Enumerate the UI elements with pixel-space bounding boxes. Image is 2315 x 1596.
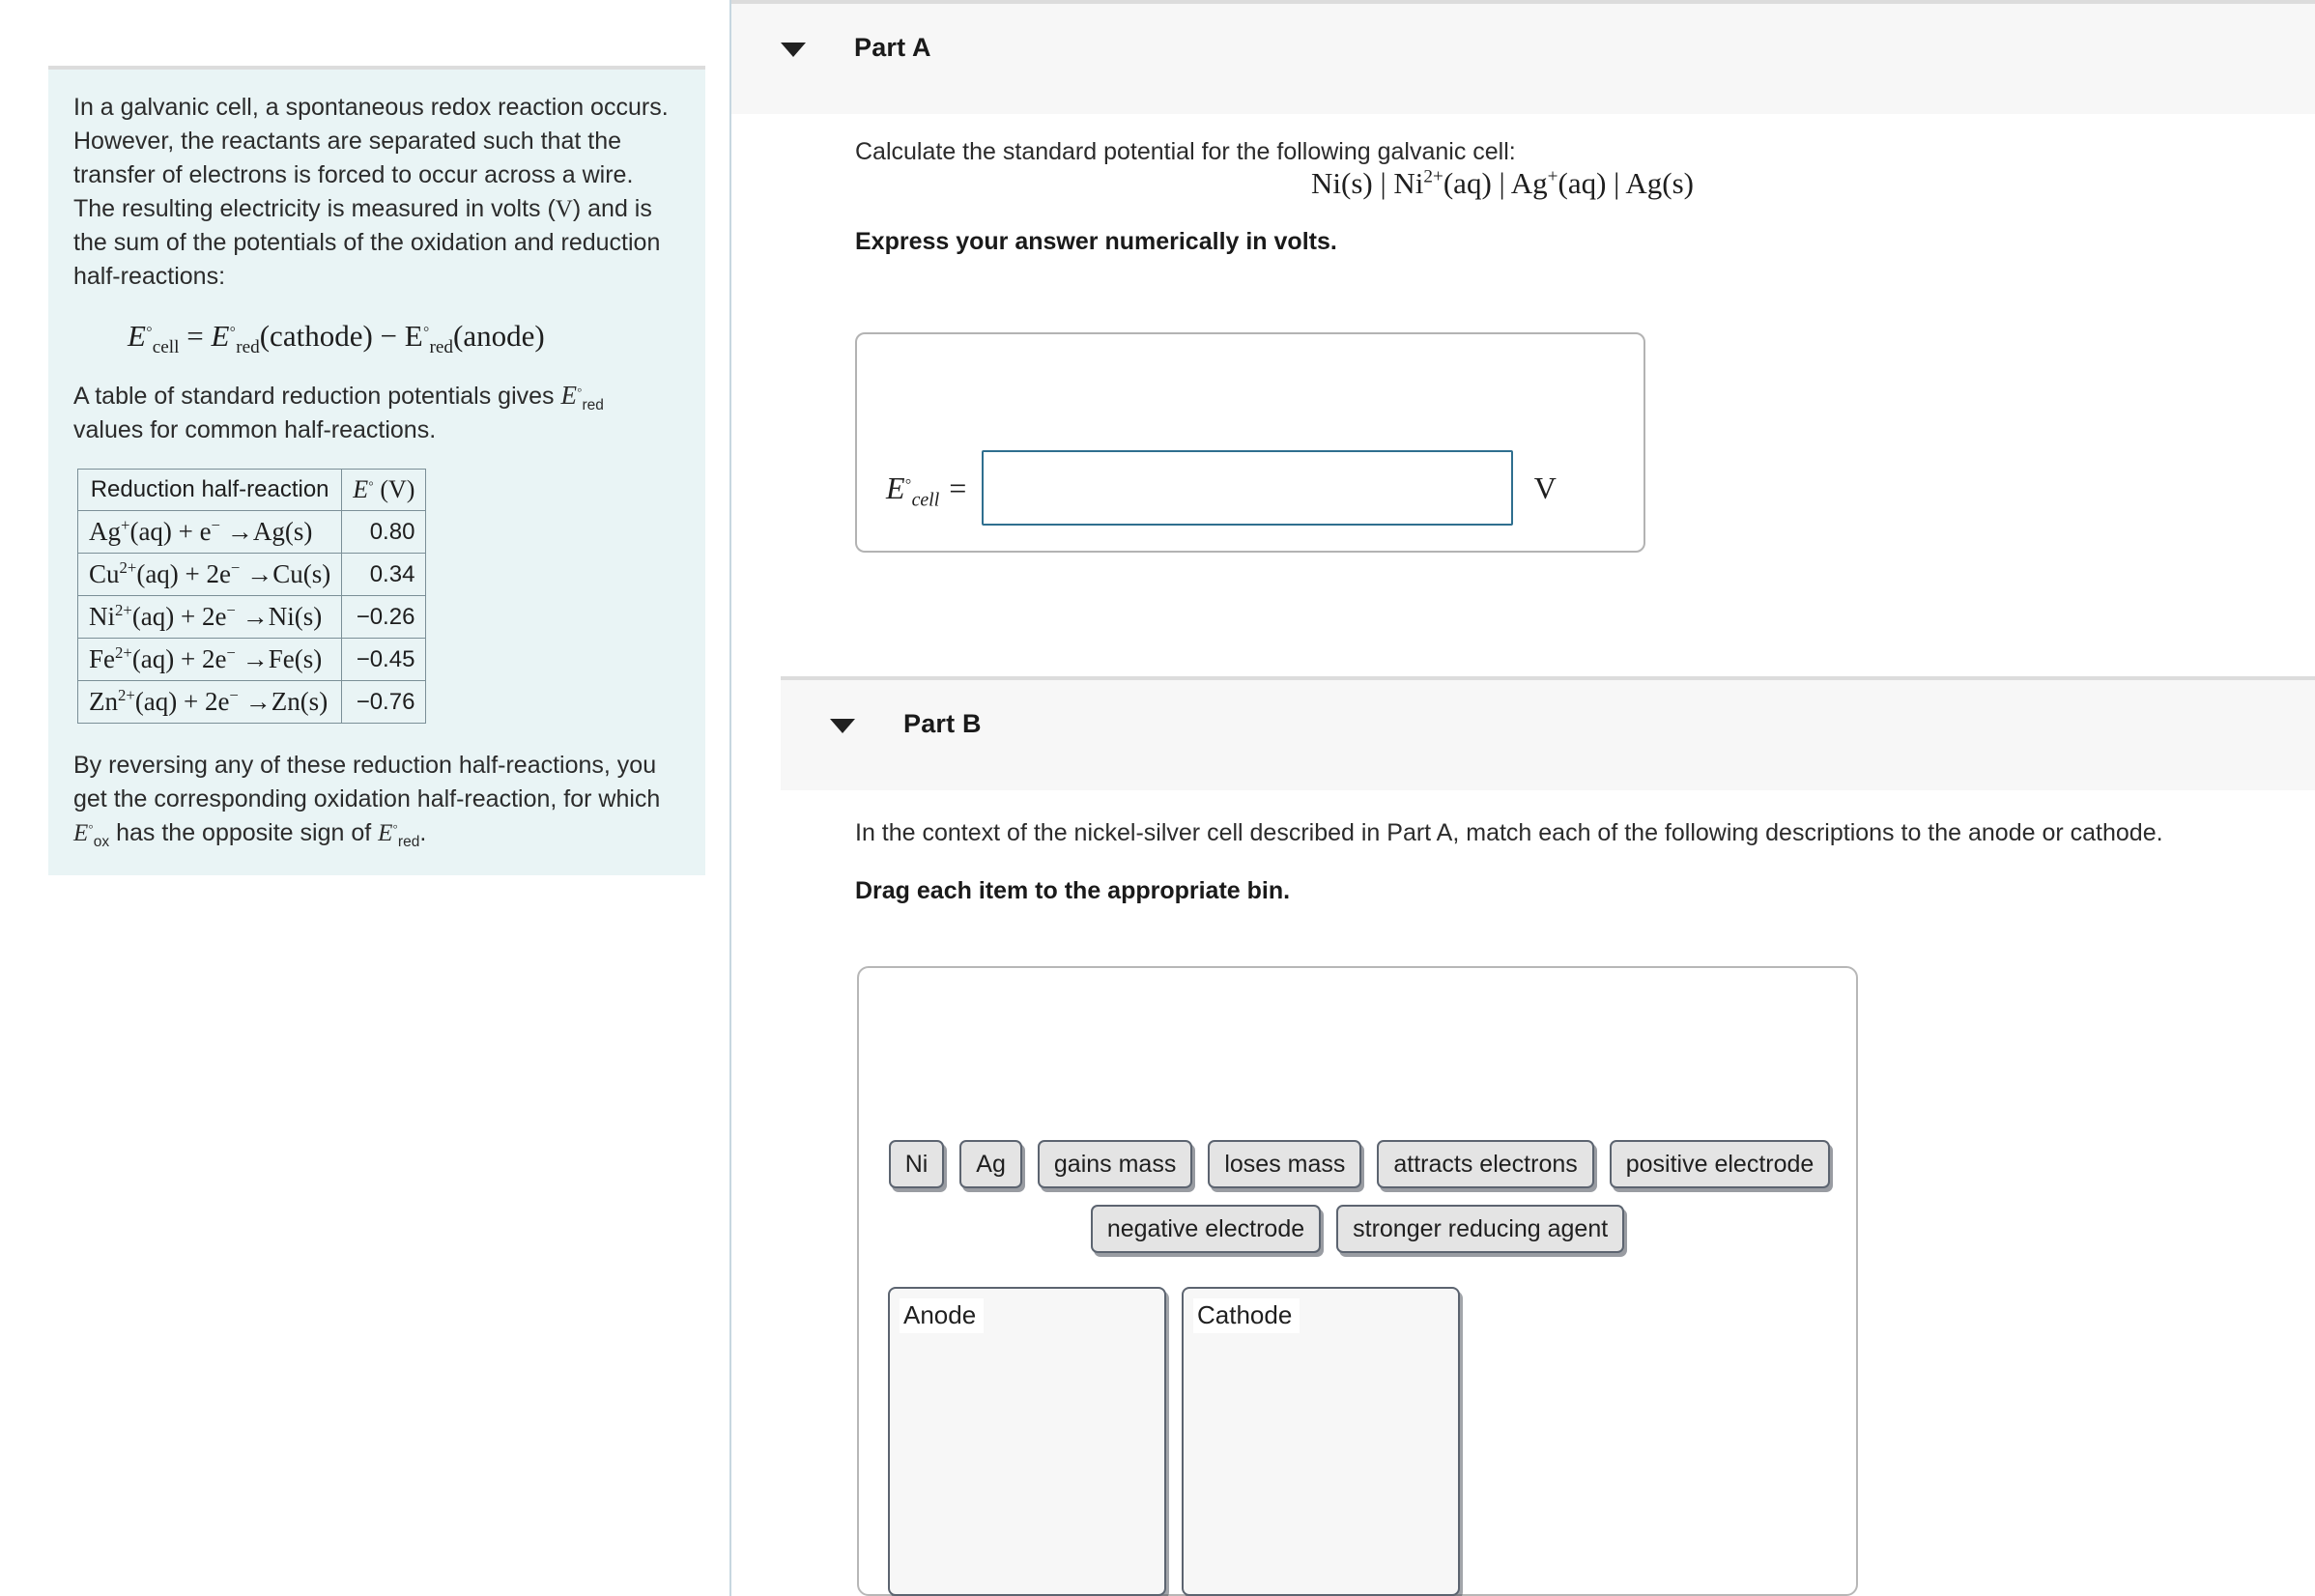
part-b-instruction: Drag each item to the appropriate bin. (855, 877, 1291, 904)
drop-bin-cathode[interactable] (1182, 1287, 1460, 1596)
table-row (78, 511, 426, 554)
part-b-drag-drop-area (857, 966, 1858, 1596)
cell-reaction: $Cu^{2+}(aq) + 2e^- \to Cu(s)$ (78, 554, 342, 596)
info-paragraph-2: A table of standard reduction potentials gives $E^◦_{red}$ values for common half-reactions. (73, 381, 604, 443)
table-row (78, 681, 426, 724)
drag-items-bank (859, 1140, 1856, 1269)
cell-potential: −0.76 (342, 681, 426, 724)
standard-reduction-potentials-table (77, 469, 426, 724)
drag-item[interactable]: attracts electrons (1377, 1140, 1593, 1188)
bin-label-cathode: Cathode (1193, 1298, 1300, 1333)
cell-reaction: $Fe^{2+}(aq) + 2e^- \to Fe(s)$ (78, 639, 342, 681)
cell-potential: −0.45 (342, 639, 426, 681)
drag-items-row-1 (859, 1140, 1856, 1188)
part-a-prompt: Calculate the standard potential for the following galvanic cell: (855, 138, 1516, 165)
cell-reaction: $Zn^{2+}(aq) + 2e^- \to Zn(s)$ (78, 681, 342, 724)
part-a-instruction: Express your answer numerically in volts. (855, 228, 1337, 255)
cell-reaction: $Ni^{2+}(aq) + 2e^- \to Ni(s)$ (78, 596, 342, 639)
drag-item[interactable]: positive electrode (1610, 1140, 1831, 1188)
cell-potential-equation: $E^◦_{cell}$ = $E^◦_{red}(cathode)$ − $E^◦_{red}(anode)$ (128, 319, 545, 358)
table-row (78, 596, 426, 639)
drop-bin-anode[interactable] (888, 1287, 1166, 1596)
drag-item[interactable]: negative electrode (1091, 1205, 1321, 1253)
part-a-answer-input[interactable] (982, 450, 1513, 526)
table-row (78, 554, 426, 596)
cell-potential: 0.34 (342, 554, 426, 596)
unit-volts: V (1533, 470, 1557, 505)
drag-item[interactable]: gains mass (1038, 1140, 1192, 1188)
drag-item[interactable]: Ni (889, 1140, 945, 1188)
part-a-title: Part A (854, 33, 931, 62)
drop-bins (888, 1287, 1460, 1596)
info-panel (48, 66, 705, 875)
chevron-down-icon[interactable] (830, 719, 855, 733)
questions-column (731, 0, 2315, 1596)
part-b-title: Part B (903, 709, 982, 738)
drag-item[interactable]: Ag (959, 1140, 1022, 1188)
ecell-label: $E^◦_{cell}$ = (886, 470, 968, 510)
chevron-down-icon[interactable] (781, 43, 806, 57)
part-a-header[interactable] (731, 0, 2315, 114)
table-header-row (78, 470, 426, 511)
col-header-reaction: Reduction half-reaction (78, 470, 342, 511)
drag-item[interactable]: stronger reducing agent (1336, 1205, 1624, 1253)
drag-items-row-2 (859, 1205, 1856, 1253)
part-a-cell-notation: Ni(s) | $Ni^{2+}(aq)$ | Ag+(aq) | Ag(s) (1311, 166, 1694, 200)
drag-item[interactable]: loses mass (1208, 1140, 1361, 1188)
col-header-potential: E◦ (V) (342, 470, 426, 511)
bin-label-anode: Anode (900, 1298, 984, 1333)
answer-row (857, 450, 1643, 526)
part-b-prompt: In the context of the nickel-silver cell described in Part A, match each of the following descriptions to the anode or cathode. (855, 819, 2163, 846)
info-paragraph-3: By reversing any of these reduction half-reactions, you get the corresponding oxidation half-reaction, for which $E^◦_{ox}$ has the opposite sign of $E^◦_{red}$. (73, 752, 661, 850)
part-a-answer-container (855, 332, 1645, 553)
cell-potential: −0.26 (342, 596, 426, 639)
cell-potential: 0.80 (342, 511, 426, 554)
cell-reaction: Ag+(aq) + e− →Ag(s) (78, 511, 342, 554)
part-b-header[interactable] (781, 676, 2315, 790)
info-paragraph-1: In a galvanic cell, a spontaneous redox reaction occurs. However, the reactants are separated such that the transfer of electrons is forced to occur across a wire. The resulting electricity is measured in volts (V) and is the sum of the potentials of the oxidation and reduction half-reactions: (73, 94, 669, 290)
table-row (78, 639, 426, 681)
